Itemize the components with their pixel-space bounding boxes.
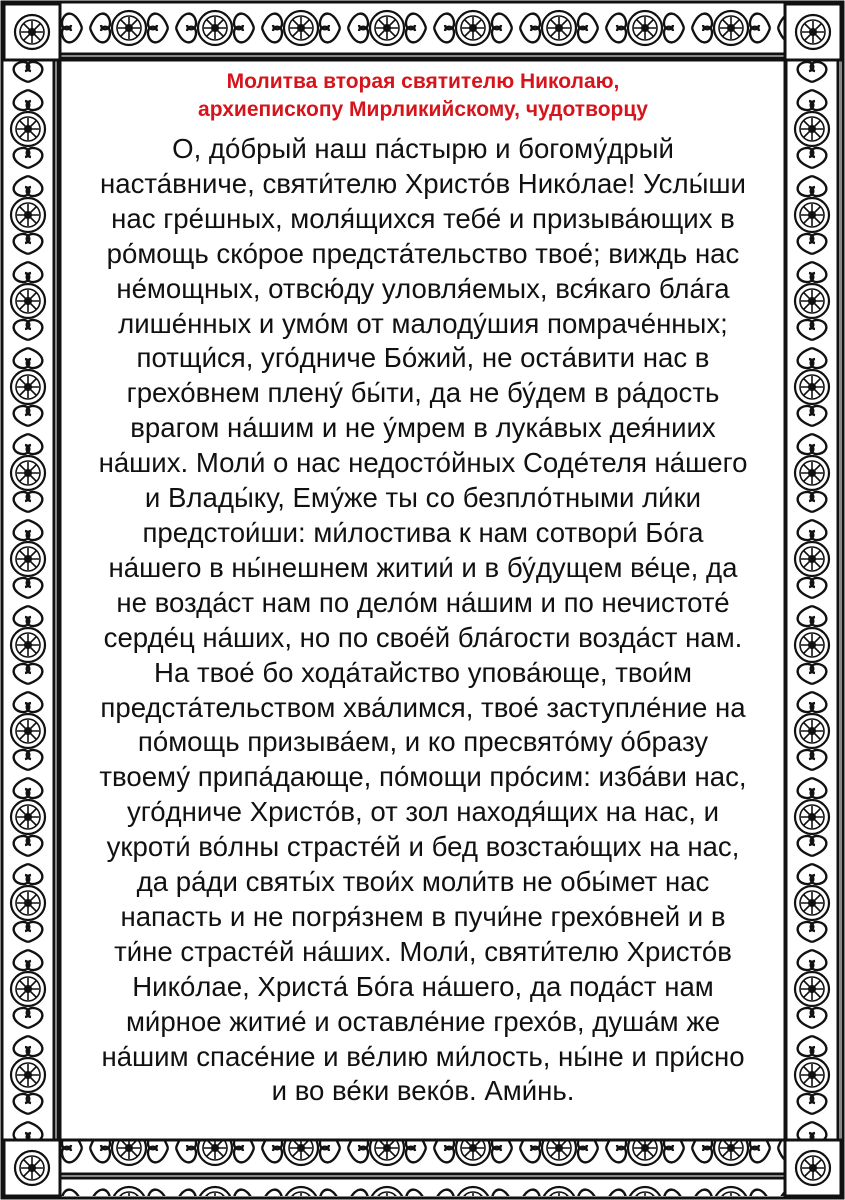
border-left <box>4 60 60 1140</box>
prayer-content <box>66 66 780 1138</box>
prayer-title: Молитва вторая святителю Николаю, архиепископу Мирликийскому, чудотворцу <box>198 70 648 121</box>
border-bottom <box>4 1140 841 1196</box>
border-right <box>785 60 841 1140</box>
border-top <box>4 4 841 60</box>
prayer-text: О, до́брый наш па́стырю и богому́дрый наста́вниче, святи́телю Христо́в Нико́лае! Услы́ши нас гре́шных, моля́щихся тебе́ и призыва́ющих в pо́мощь ско́рое предста́тельство твое́; виждь нас не́мощных, отвсю́ду уловля́емых, вся́каго бла́га лише́нных и умо́м от малоду́шия помраче́нных; потщи́ся, уго́дниче Бо́жий, не оста́вити нас в грехо́внем плену́ бы́ти, да не бу́дем в ра́дость врагом на́шим и не у́мрем в лука́вых дея́ниих на́ших. Моли́ о нас недосто́йных Соде́теля на́шего и Влады́ку, Ему́же ты со безпло́тными ли́ки предстои́ши: ми́лостива к нам сотвори́ Бо́га на́шего в ны́нешнем житии́ и в бу́дущем ве́це, да не возда́ст нам по дело́м на́шим и по нечистоте́ серде́ц на́ших, но по свое́й бла́гости возда́ст нам. На твое́ бо хода́тайство упова́юще, твои́м предста́тельством хва́лимся, твое́ заступле́ние на по́мощь призыва́ем, и ко пресвято́му о́бразу твоему́ припа́дающе, по́мощи про́сим: изба́ви нас, уго́дниче Христо́в, от зол находя́щих на нас, и укроти́ во́лны страсте́й и бед возстаю́щих на нас, да ра́ди святы́х твои́х моли́тв не обы́мет нас напасть и не погря́знем в пучи́не грехо́вней и в ти́не страсте́й на́ших. Моли́, святи́телю Христо́в Нико́лае, Христа́ Бо́га на́шего, да пода́ст нам ми́рное житие́ и оставле́ние грехо́в, душа́м же на́шим спасе́ние и ве́лию ми́лость, ны́не и при́сно и во ве́ки веко́в. Ами́нь. <box>98 133 748 1107</box>
